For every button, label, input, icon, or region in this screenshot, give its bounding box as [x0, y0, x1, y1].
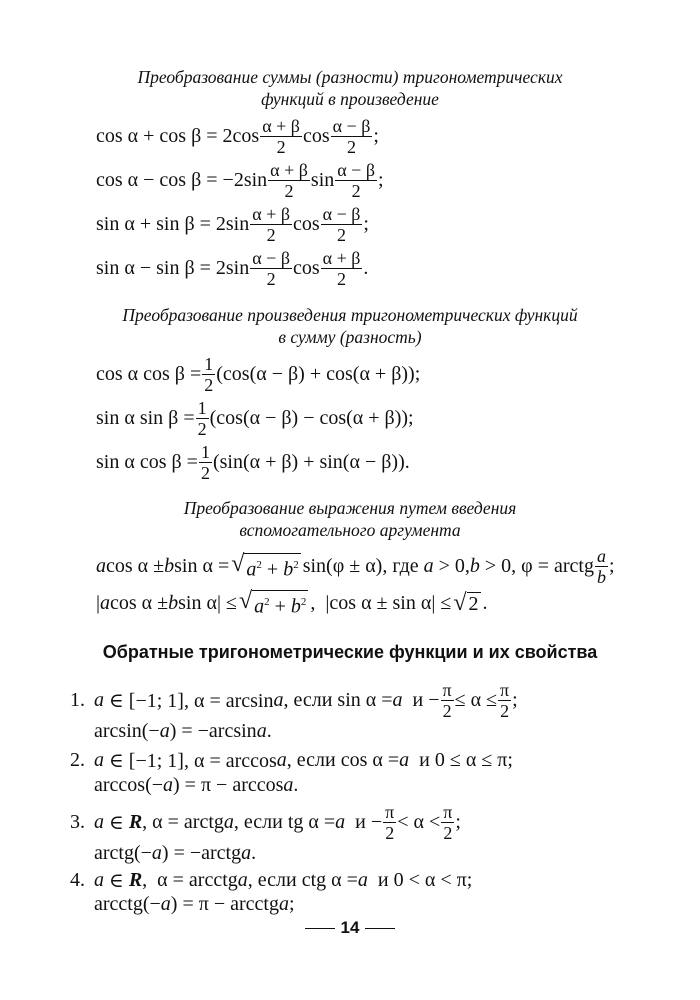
page-number-rule-left	[305, 928, 335, 930]
page-number-rule-right	[365, 928, 395, 930]
property-arccos-reflection: arccos(− a ) = π − arccos a .	[94, 774, 299, 796]
property-arctg-definition: 3. a ∈ R , α = arctg a , если tg α = a и − $\frac{\pi}{2}$ < α < $\frac{\pi}{2}$ ;	[70, 802, 461, 843]
property-arcsin-odd: arcsin(− a ) = −arcsin a .	[94, 720, 272, 742]
formula-auxiliary-argument: a cos α ± b sin α = √ $a^2 + b^2$ sin(φ ± α), где a > 0, b > 0, φ = arctg $\frac{a}{b}$ ;	[96, 546, 615, 587]
property-arctg-odd: arctg(− a ) = −arctg a .	[94, 842, 257, 864]
formula-sin-plus-sin: sin α + sin β = 2sin $\frac{\alpha + \beta}{2}$ cos $\frac{\alpha - \beta}{2}$ ;	[96, 204, 369, 245]
formula-cos-minus-cos: cos α − cos β = −2sin $\frac{\alpha + \beta}{2}$ sin $\frac{\alpha - \beta}{2}$ ;	[96, 160, 384, 201]
section-title-sum-to-product: Преобразование суммы (разности) тригонометрических функций в произведение	[137, 67, 563, 109]
formula-sin-sin: sin α sin β = $\frac{1}{2}$ (cos(α − β) − cos(α + β));	[96, 398, 414, 439]
property-arcctg-reflection: arcctg(− a ) = π − arcctg a ;	[94, 893, 295, 915]
formula-cos-cos: cos α cos β = $\frac{1}{2}$ (cos(α − β) + cos(α + β));	[96, 354, 421, 395]
page-number: 14	[0, 918, 700, 938]
main-heading: Обратные тригонометрические функции и их свойства	[102, 642, 598, 662]
property-arcctg-definition: 4. a ∈ R , α = arcctg a , если ctg α = a и 0 < α < π;	[70, 869, 473, 892]
section-title-auxiliary-argument: Преобразование выражения путем введения вспомогательного аргумента	[183, 498, 517, 540]
formula-auxiliary-bounds: | a cos α ± b sin α| ≤ √ $a^2 + b^2$ , |cos α ± sin α| ≤ √ 2 .	[96, 588, 488, 618]
formula-cos-plus-cos: cos α + cos β = 2cos $\frac{\alpha + \beta}{2}$ cos $\frac{\alpha - \beta}{2}$ ;	[96, 116, 379, 157]
formula-sin-cos: sin α cos β = $\frac{1}{2}$ (sin(α + β) + sin(α − β)).	[96, 442, 410, 483]
property-arcsin-definition: 1. a ∈ [−1; 1], α = arcsin a , если sin α = a и − $\frac{\pi}{2}$ ≤ α ≤ $\frac{\pi}{2}$ ;	[70, 680, 518, 721]
formula-sin-minus-sin: sin α − sin β = 2sin $\frac{\alpha - \beta}{2}$ cos $\frac{\alpha + \beta}{2}$ .	[96, 248, 369, 289]
section-title-product-to-sum: Преобразование произведения тригонометрических функций в сумму (разность)	[122, 305, 578, 347]
property-arccos-definition: 2. a ∈ [−1; 1], α = arccos a , если cos α = a и 0 ≤ α ≤ π;	[70, 749, 513, 772]
